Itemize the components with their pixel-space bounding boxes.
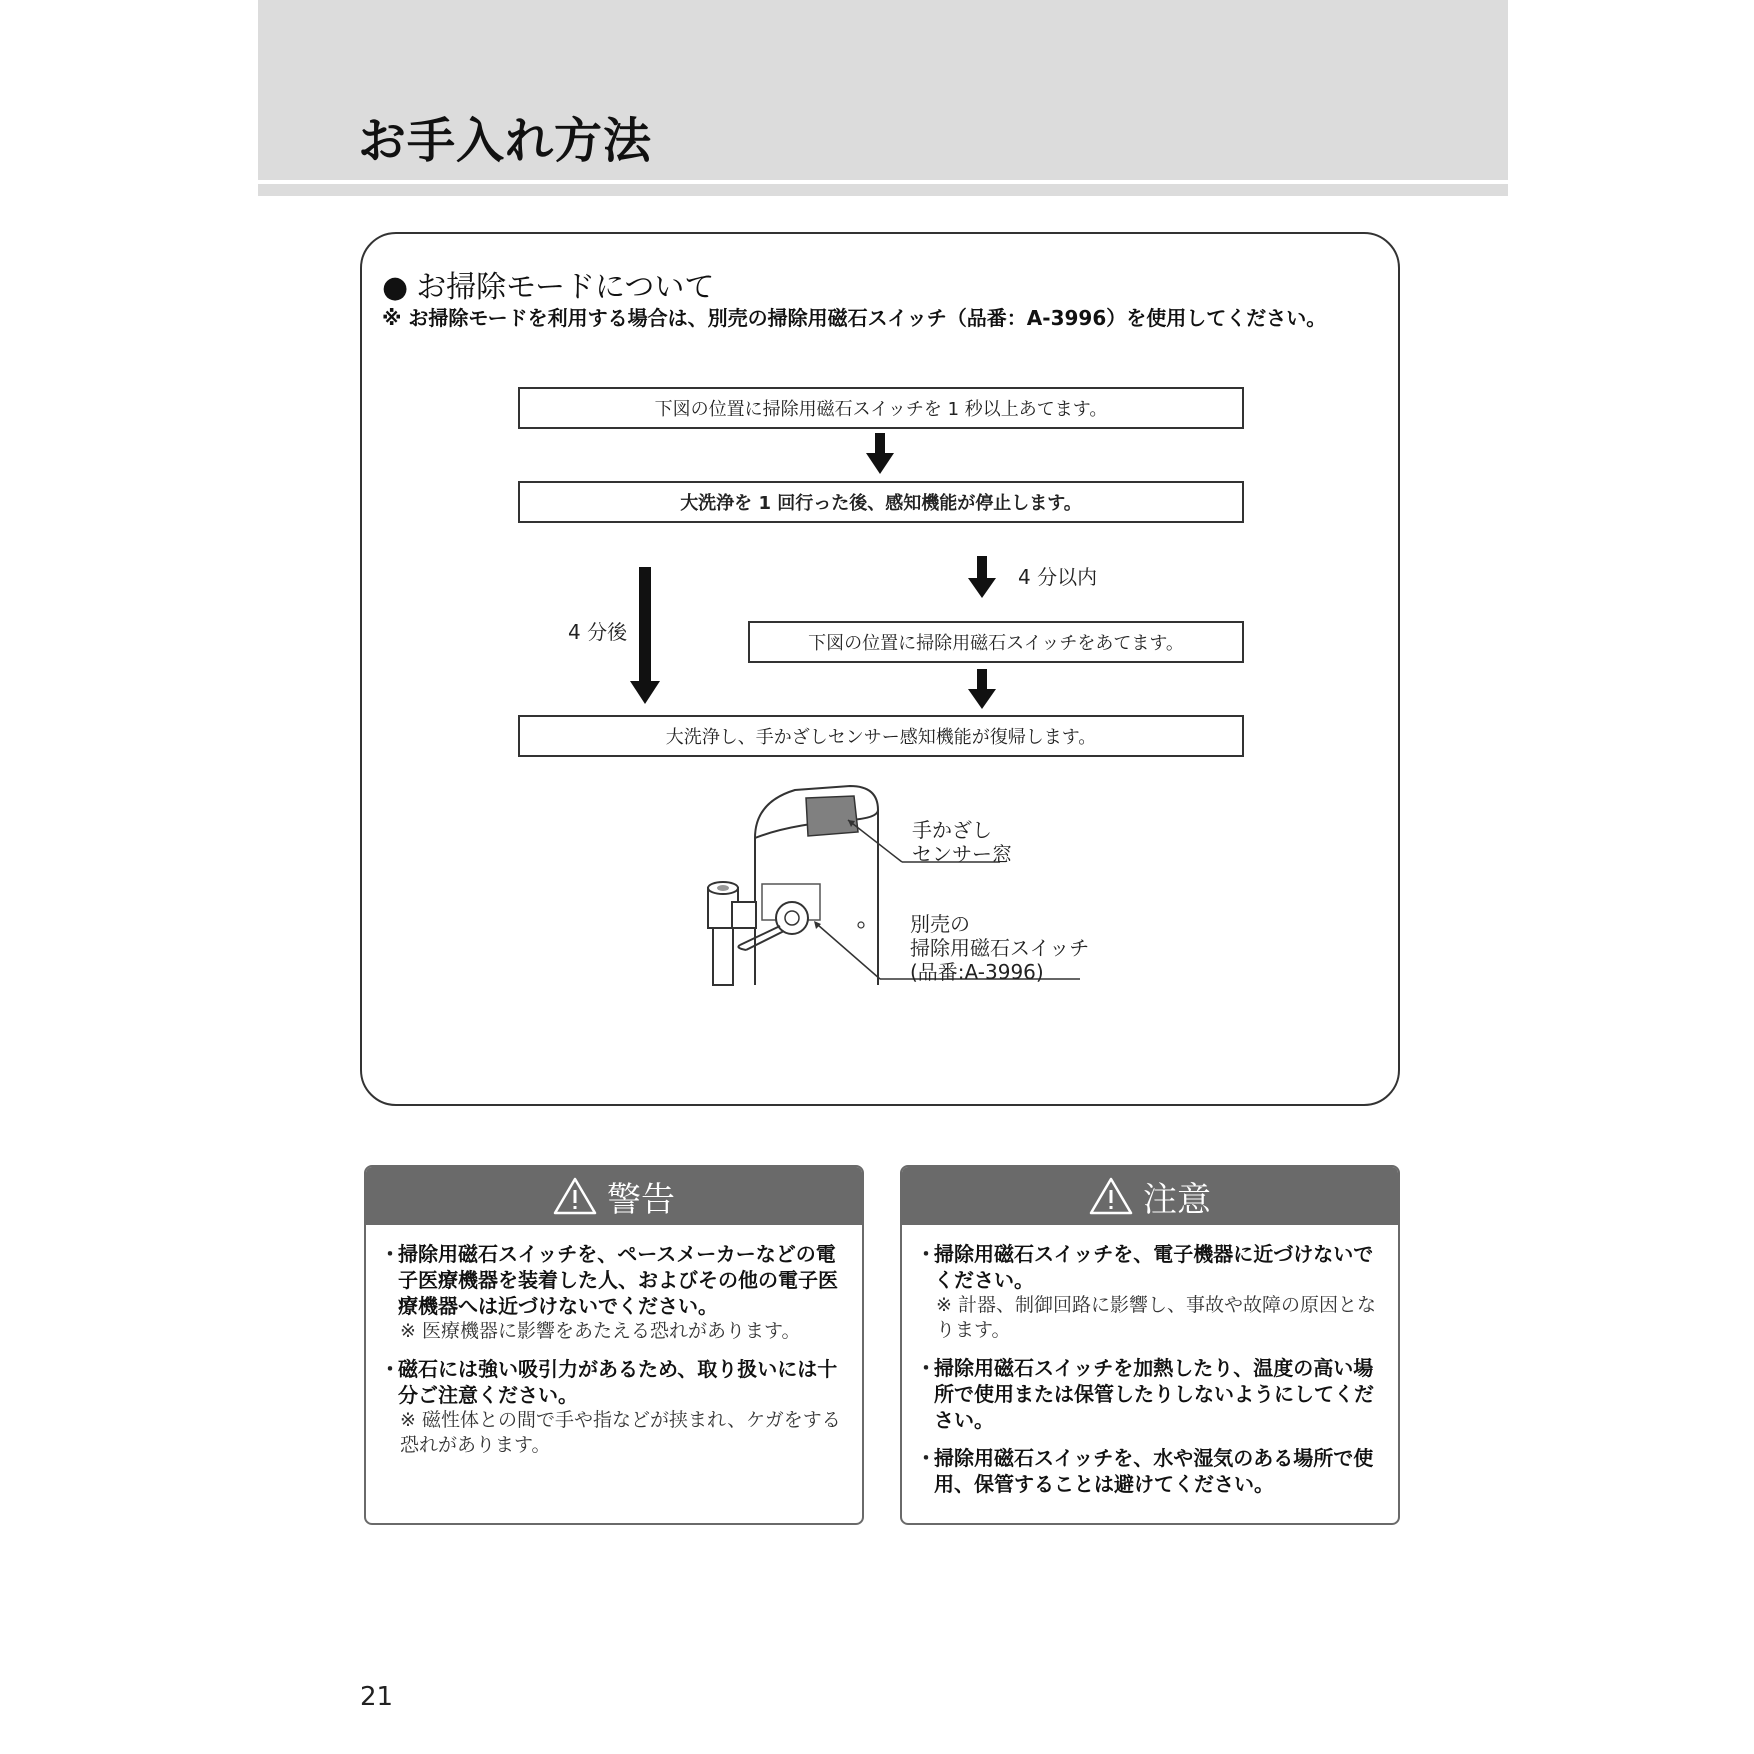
sensor-window bbox=[806, 796, 858, 836]
list-item bbox=[916, 1355, 1384, 1433]
callout-line: センサー窓 bbox=[912, 842, 1012, 866]
callout-line: 手かざし bbox=[912, 818, 992, 842]
flow-step-1: 下図の位置に掃除用磁石スイッチを 1 秒以上あてます。 bbox=[518, 387, 1244, 429]
item-text: 磁石には強い吸引力があるため、取り扱いには十分ご注意ください。 bbox=[398, 1357, 838, 1407]
bullet-circle-icon: ● bbox=[382, 270, 409, 305]
sensor-window-callout bbox=[912, 818, 1012, 866]
flow-label-within-4min: 4 分以内 bbox=[1018, 565, 1098, 589]
caution-body bbox=[902, 1225, 1398, 1497]
page-title: お手入れ方法 bbox=[358, 113, 653, 169]
list-dot: ・ bbox=[380, 1242, 400, 1266]
item-note bbox=[398, 1319, 848, 1344]
item-note bbox=[398, 1408, 848, 1458]
flow-step-2: 大洗浄を 1 回行った後、感知機能が停止します。 bbox=[518, 481, 1244, 523]
warning-triangle-icon bbox=[1089, 1176, 1133, 1216]
warning-header bbox=[366, 1167, 862, 1225]
warning-title: 警告 bbox=[607, 1179, 675, 1220]
list-dot: ・ bbox=[380, 1357, 400, 1381]
callout-line: 掃除用磁石スイッチ bbox=[910, 936, 1090, 960]
down-arrow-icon bbox=[968, 669, 996, 709]
note-mark: ※ bbox=[936, 1294, 952, 1316]
warning-triangle-icon bbox=[553, 1176, 597, 1216]
caution-panel bbox=[900, 1165, 1400, 1525]
note-mark: ※ bbox=[400, 1409, 416, 1431]
item-text: 掃除用磁石スイッチを、ペースメーカーなどの電子医療機器を装着した人、およびその他の電子医療機器へは近づけないでください。 bbox=[398, 1242, 838, 1318]
flow-label-after-4min: 4 分後 bbox=[568, 620, 628, 644]
flow-step-3: 下図の位置に掃除用磁石スイッチをあてます。 bbox=[748, 621, 1244, 663]
list-item bbox=[380, 1241, 848, 1344]
magnet-switch-callout bbox=[910, 912, 1089, 984]
warning-panel bbox=[364, 1165, 864, 1525]
list-item bbox=[916, 1241, 1384, 1343]
note-text: 磁性体との間で手や指などが挟まれ、ケガをする恐れがあります。 bbox=[400, 1409, 841, 1456]
note-text: 計器、制御回路に影響し、事故や故障の原因となります。 bbox=[936, 1294, 1377, 1341]
list-dot: ・ bbox=[916, 1446, 936, 1470]
item-note bbox=[934, 1293, 1384, 1343]
item-text: 掃除用磁石スイッチを加熱したり、温度の高い場所で使用または保管したりしないようにしてください。 bbox=[934, 1356, 1374, 1432]
list-dot: ・ bbox=[916, 1242, 936, 1266]
item-text: 掃除用磁石スイッチを、電子機器に近づけないでください。 bbox=[934, 1242, 1374, 1292]
callout-line: (品番:A-3996) bbox=[910, 960, 1044, 984]
down-arrow-icon bbox=[630, 567, 660, 704]
page-number: 21 bbox=[360, 1682, 394, 1712]
section-heading-text: お掃除モードについて bbox=[416, 270, 715, 305]
item-text: 掃除用磁石スイッチを、水や湿気のある場所で使用、保管することは避けてください。 bbox=[934, 1446, 1374, 1496]
list-dot: ・ bbox=[916, 1356, 936, 1380]
caution-header bbox=[902, 1167, 1398, 1225]
down-arrow-icon bbox=[968, 556, 996, 598]
callout-line: 別売の bbox=[910, 912, 970, 936]
note-text: 医療機器に影響をあたえる恐れがあります。 bbox=[422, 1320, 801, 1342]
flow-step-4: 大洗浄し、手かざしセンサー感知機能が復帰します。 bbox=[518, 715, 1244, 757]
warning-body bbox=[366, 1225, 862, 1458]
note-mark: ※ bbox=[400, 1320, 416, 1342]
down-arrow-icon bbox=[866, 433, 894, 474]
caution-title: 注意 bbox=[1143, 1179, 1211, 1220]
list-item bbox=[380, 1356, 848, 1458]
list-item bbox=[916, 1445, 1384, 1497]
section-note: ※ お掃除モードを利用する場合は、別売の掃除用磁石スイッチ（品番：A-3996）を使用してください。 bbox=[382, 306, 1327, 330]
